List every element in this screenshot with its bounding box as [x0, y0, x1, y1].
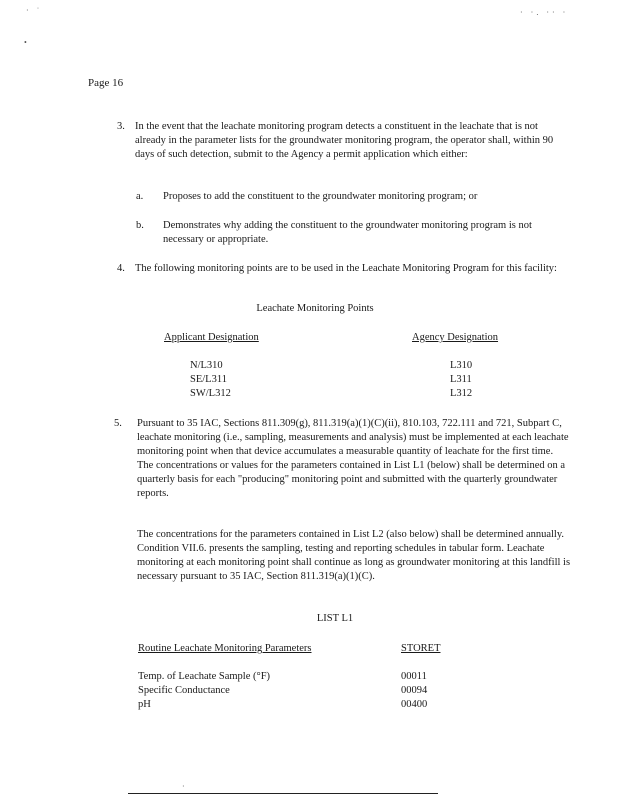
storet-cell: 00400: [401, 699, 428, 710]
item-3a-text: Proposes to add the constituent to the groundwater monitoring program; or: [163, 191, 478, 202]
storet-header: STORET: [401, 643, 441, 654]
parameter-cell: Specific Conductance: [138, 685, 230, 696]
page-header: Page 16: [88, 77, 124, 89]
item-4-text: The following monitoring points are to be used in the Leachate Monitoring Program for this facility:: [135, 263, 557, 274]
agency-designation-cell: L310: [450, 360, 473, 371]
scan-speck: · ˙: [26, 6, 43, 15]
applicant-designation-cell: SW/L312: [190, 388, 231, 399]
scan-speck: ·: [182, 782, 188, 791]
storet-cell: 00094: [401, 685, 428, 696]
scan-speck: •: [24, 38, 30, 47]
applicant-designation-cell: N/L310: [190, 360, 223, 371]
item-5-paragraph-1: Pursuant to 35 IAC, Sections 811.309(g), 811.319(a)(1)(C)(ii), 810.103, 722.111 and 721, Subpart C, leachate monitoring (i.e., sampling, measurements and analysis) must be implemented at each leachate monitoring point when that device accumulates a measurable quantity of leachate for the first time. The concentrations or values for the parameters contained in List L1 (below) shall be determined on a quarterly basis for each "producing" monitoring point and submitted with the quarterly groundwater reports.: [137, 418, 569, 499]
item-4-number: 4.: [117, 263, 125, 274]
item-3b-text: Demonstrates why adding the constituent to the groundwater monitoring program is not necessary or appropriate.: [163, 220, 532, 245]
parameter-cell: Temp. of Leachate Sample (°F): [138, 671, 271, 682]
item-5-number: 5.: [114, 418, 122, 429]
routine-parameters-header: Routine Leachate Monitoring Parameters: [138, 643, 312, 654]
agency-designation-header: Agency Designation: [412, 332, 499, 343]
item-5-paragraph-2: The concentrations for the parameters contained in List L2 (also below) shall be determined annually. Condition VII.6. presents the sampling, testing and reporting schedules in tabular form. Leachate monitoring at each monitoring point shall continue as long as groundwater monitoring at this landfill is necessary pursuant to 35 IAC, Section 811.319(a)(1)(C).: [137, 529, 571, 582]
agency-designation-cell: L311: [450, 374, 472, 385]
item-3b-label: b.: [136, 220, 144, 231]
item-3a-label: a.: [136, 191, 144, 202]
applicant-designation-header: Applicant Designation: [164, 332, 259, 343]
applicant-designation-cell: SE/L311: [190, 374, 227, 385]
footer-rule: [128, 793, 438, 794]
storet-cell: 00011: [401, 671, 427, 682]
monitoring-points-title: Leachate Monitoring Points: [256, 303, 374, 314]
list-l1-title: LIST L1: [316, 613, 354, 624]
item-3-text: In the event that the leachate monitoring program detects a constituent in the leachate that is not already in the parameter lists for the groundwater monitoring program, the operator shall, within 90 days of such detection, submit to the Agency a permit application which either:: [135, 121, 554, 160]
parameter-cell: pH: [138, 699, 151, 710]
scan-speck: · ·. ·· ·: [520, 8, 569, 17]
agency-designation-cell: L312: [450, 388, 473, 399]
item-3-number: 3.: [117, 121, 125, 132]
